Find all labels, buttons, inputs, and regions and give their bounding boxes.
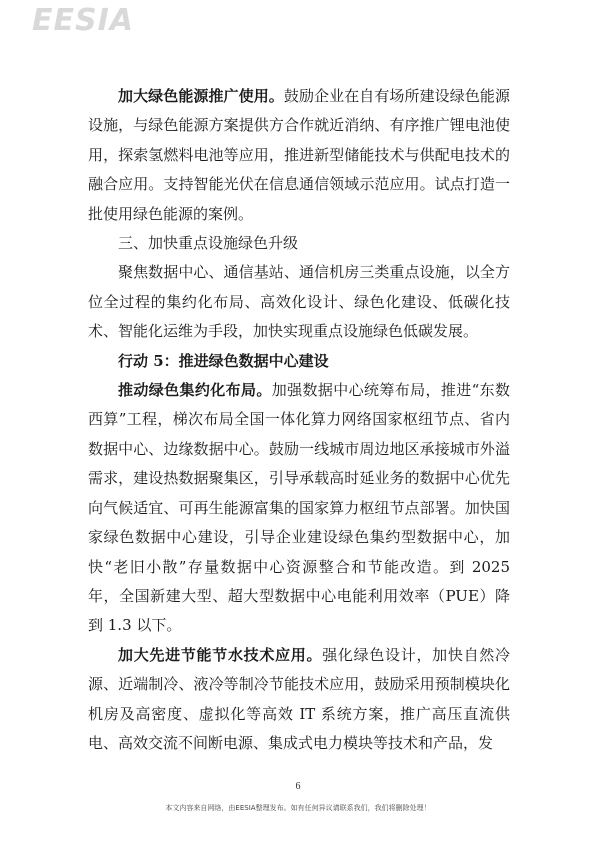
paragraph-green-energy: [88, 82, 510, 229]
action-5-heading: 行动 5：推进绿色数据中心建设: [118, 351, 329, 370]
paragraph-lead: 加大绿色能源推广使用。: [118, 87, 284, 105]
paragraph-text: 鼓励企业在自有场所建设绿色能源设施，与绿色能源方案提供方合作就近消纳、有序推广锂电池使用，探索氢燃料电池等应用，推进新型储能技术与供配电技术的融合应用。支持智能光伏在信息通信领域示范应用。试点打造一批使用绿色能源的案例。: [88, 87, 510, 223]
paragraph-lead: 推动绿色集约化布局。: [118, 381, 272, 400]
paragraph-text: 加强数据中心统筹布局，推进“东数西算”工程，梯次布局全国一体化算力网络国家枢纽节点、省内数据中心、边缘数据中心。鼓励一线城市周边地区承接城市外溢需求，建设热数据聚集区，引导承载高时延业务的数据中心优先向气候适宜、可再生能源富集的国家算力枢纽节点部署。加快国家绿色数据中心建设，引导企业建设绿色集约型数据中心，加快“老旧小散”存量数据中心资源整合和节能改造。到 2025 年，全国新建大型、超大型数据中心电能利用效率（PUE）降到 1.3 以下。: [88, 381, 510, 635]
paragraph-lead: 加大先进节能节水技术应用。: [118, 645, 323, 664]
page-number: 6: [295, 781, 301, 792]
document-body: [88, 82, 510, 758]
eesia-logo: EESIA: [32, 3, 134, 38]
paragraph-text: 强化绿色设计，加快自然冷源、近端制冷、液冷等制冷节能技术应用，鼓励采用预制模块化机房及高密度、虚拟化等高效 IT 系统方案，推广高压直流供电、高效交流不间断电源、集成式电力模块等技术和产品，发: [88, 645, 510, 752]
paragraph-green-layout: [88, 376, 510, 641]
footer-disclaimer: 本文内容来自网络，由EESIA整理发布。如有任何异议请联系我们，我们将删除处理！: [165, 804, 431, 812]
paragraph-energy-saving-tech: [88, 641, 510, 759]
paragraph-key-facilities: 聚焦数据中心、通信基站、通信机房三类重点设施，以全方位全过程的集约化布局、高效化设计、绿色化建设、低碳化技术、智能化运维为手段，加快实现重点设施绿色低碳发展。: [88, 263, 510, 341]
section-heading-3: 三、加快重点设施绿色升级: [118, 234, 299, 253]
